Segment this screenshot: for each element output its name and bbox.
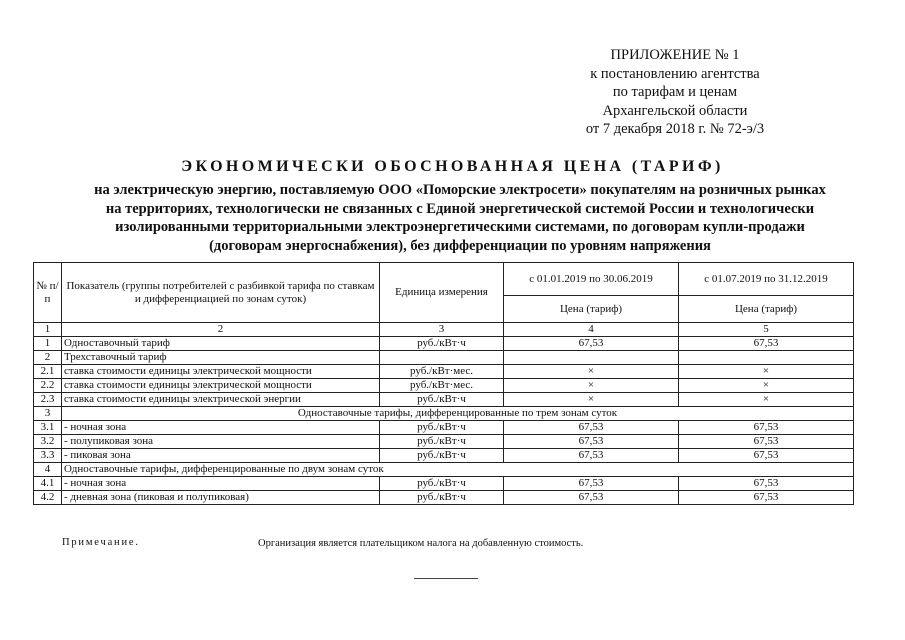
row-unit: руб./кВт·ч: [380, 337, 504, 351]
row-name: - полупиковая зона: [62, 435, 380, 449]
row-num: 4.1: [34, 477, 62, 491]
appendix-header: [555, 46, 795, 139]
document-title: ЭКОНОМИЧЕСКИ ОБОСНОВАННАЯ ЦЕНА (ТАРИФ): [181, 158, 724, 175]
row-name: Одноставочный тариф: [62, 337, 380, 351]
column-number: 4: [504, 323, 679, 337]
section-title: Одноставочные тарифы, дифференцированные по трем зонам суток: [62, 407, 854, 421]
row-name: ставка стоимости единицы электрической мощности: [62, 379, 380, 393]
row-num: 2.2: [34, 379, 62, 393]
row-value-1: [504, 351, 679, 365]
table-row: [34, 449, 854, 463]
column-number-row: [34, 323, 854, 337]
divider: [414, 578, 478, 579]
appendix-date: от 7 декабря 2018 г. № 72-э/3: [585, 121, 765, 137]
row-num: 2.3: [34, 393, 62, 407]
appendix-line: Архангельской области: [602, 102, 748, 119]
appendix-line: к постановлению агентства: [590, 65, 760, 82]
appendix-line: по тарифам и ценам: [612, 84, 738, 100]
row-value-2: 67,53: [679, 435, 854, 449]
row-value-1: 67,53: [504, 449, 679, 463]
column-number: 3: [380, 323, 504, 337]
header-period-1: с 01.01.2019 по 30.06.2019: [504, 263, 679, 296]
row-unit: руб./кВт·ч: [380, 421, 504, 435]
header-unit: Единица измерения: [380, 263, 504, 323]
row-value-1: 67,53: [504, 421, 679, 435]
table-row: [34, 407, 854, 421]
column-number: 1: [34, 323, 62, 337]
row-value-2: 67,53: [679, 421, 854, 435]
tariff-table: [33, 262, 854, 505]
table-row: [34, 463, 854, 477]
row-name: ставка стоимости единицы электрической мощности: [62, 365, 380, 379]
row-value-1: ×: [504, 365, 679, 379]
row-value-2: 67,53: [679, 449, 854, 463]
row-name: Трехставочный тариф: [62, 351, 380, 365]
row-value-2: 67,53: [679, 491, 854, 505]
row-value-2: 67,53: [679, 477, 854, 491]
row-name: ставка стоимости единицы электрической энергии: [62, 393, 380, 407]
row-value-2: ×: [679, 379, 854, 393]
subtitle-line: на электрическую энергию, поставляемую ООО «Поморские электросети» покупателям на розничных рынках: [94, 182, 826, 198]
row-unit: руб./кВт·мес.: [380, 365, 504, 379]
table-row: [34, 351, 854, 365]
document-subtitle: [40, 181, 880, 255]
row-name: - ночная зона: [62, 421, 380, 435]
row-unit: [380, 351, 504, 365]
row-unit: руб./кВт·ч: [380, 449, 504, 463]
row-value-2: [679, 351, 854, 365]
table-row: [34, 491, 854, 505]
row-value-2: 67,53: [679, 337, 854, 351]
row-value-2: ×: [679, 365, 854, 379]
table-row: [34, 365, 854, 379]
row-unit: руб./кВт·ч: [380, 435, 504, 449]
subtitle-line: изолированными территориальными электроэнергетическими системами, по договорам купли-продажи: [115, 219, 805, 235]
column-number: 2: [62, 323, 380, 337]
table-row: [34, 337, 854, 351]
table-row: [34, 477, 854, 491]
table-row: [34, 379, 854, 393]
table-row: [34, 421, 854, 435]
row-value-1: 67,53: [504, 491, 679, 505]
row-num: 2: [34, 351, 62, 365]
row-num: 1: [34, 337, 62, 351]
appendix-number: ПРИЛОЖЕНИЕ № 1: [610, 47, 740, 63]
row-num: 3.2: [34, 435, 62, 449]
row-value-1: 67,53: [504, 477, 679, 491]
row-unit: руб./кВт·ч: [380, 491, 504, 505]
row-value-1: 67,53: [504, 337, 679, 351]
row-num: 3.1: [34, 421, 62, 435]
header-price-1: Цена (тариф): [504, 296, 679, 323]
row-name: - дневная зона (пиковая и полупиковая): [62, 491, 380, 505]
header-indicator: Показатель (группы потребителей с разбивкой тарифа по ставкам и дифференциацией по зонам суток): [62, 263, 380, 323]
row-num: 4.2: [34, 491, 62, 505]
row-num: 3: [34, 407, 62, 421]
row-name: - ночная зона: [62, 477, 380, 491]
row-num: 3.3: [34, 449, 62, 463]
row-unit: руб./кВт·ч: [380, 393, 504, 407]
row-value-1: 67,53: [504, 435, 679, 449]
note-label: Примечание.: [62, 537, 140, 548]
column-number: 5: [679, 323, 854, 337]
table-row: [34, 393, 854, 407]
subtitle-line: (договорам энергоснабжения), без дифференциации по уровням напряжения: [209, 237, 711, 254]
subtitle-line: на территориях, технологически не связанных с Единой энергетической системой России и технологически: [105, 200, 815, 217]
section-title: Одноставочные тарифы, дифференцированные по двум зонам суток: [62, 463, 854, 477]
row-value-2: ×: [679, 393, 854, 407]
note-text: Организация является плательщиком налога на добавленную стоимость.: [258, 538, 584, 549]
row-value-1: ×: [504, 393, 679, 407]
header-price-2: Цена (тариф): [679, 296, 854, 323]
row-unit: руб./кВт·ч: [380, 477, 504, 491]
row-num: 2.1: [34, 365, 62, 379]
header-period-2: с 01.07.2019 по 31.12.2019: [679, 263, 854, 296]
table-row: [34, 435, 854, 449]
row-name: - пиковая зона: [62, 449, 380, 463]
row-value-1: ×: [504, 379, 679, 393]
row-num: 4: [34, 463, 62, 477]
header-num: № п/п: [34, 263, 62, 323]
row-unit: руб./кВт·мес.: [380, 379, 504, 393]
